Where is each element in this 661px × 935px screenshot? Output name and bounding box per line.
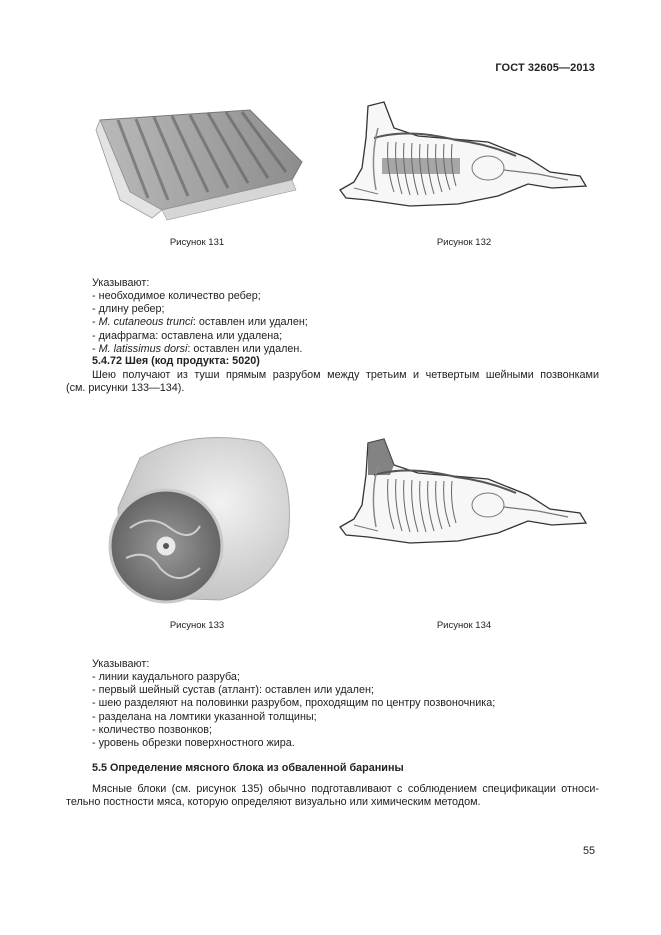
figure-134-caption: Рисунок 134	[436, 620, 492, 631]
list-item: - M. cutaneous trunci: оставлен или удален;	[92, 316, 308, 329]
figure-131-image	[92, 100, 312, 225]
figure-133-caption: Рисунок 133	[169, 620, 225, 631]
list-item: - разделана на ломтики указанной толщины;	[92, 711, 495, 724]
block1-list	[92, 290, 308, 356]
section-5-5-text: Мясные блоки (см. рисунок 135) обычно подготавливают с соблюдением спецификации относи- тельно постности мяса, которую определяют визуально или химическим методом.	[66, 783, 599, 809]
figure-133-image	[100, 428, 296, 608]
list-item: - M. latissimus dorsi: оставлен или удален.	[92, 343, 308, 356]
list-item: - уровень обрезки поверхностного жира.	[92, 737, 495, 750]
list-item: - необходимое количество ребер;	[92, 290, 308, 303]
block2-list	[92, 671, 495, 750]
list-item: - первый шейный сустав (атлант): оставлен или удален;	[92, 684, 495, 697]
standard-code: ГОСТ 32605—2013	[495, 62, 595, 74]
figure-132-image	[338, 98, 593, 216]
section-5-4-72-text: Шею получают из туши прямым разрубом между третьим и четвертым шейными позвонками (см. рисунки 133—134).	[66, 369, 599, 395]
list-item: - длину ребер;	[92, 303, 308, 316]
list-item: - линии каудального разруба;	[92, 671, 495, 684]
figure-131-caption: Рисунок 131	[169, 237, 225, 248]
page-number: 55	[582, 845, 595, 857]
block2-intro: Указывают:	[92, 658, 150, 670]
list-item: - количество позвонков;	[92, 724, 495, 737]
figure-132-caption: Рисунок 132	[436, 237, 492, 248]
section-heading-5-5: 5.5 Определение мясного блока из обваленной баранины	[92, 762, 404, 774]
section-heading-5-4-72: 5.4.72 Шея (код продукта: 5020)	[92, 355, 260, 367]
list-item: - шею разделяют на половинки разрубом, проходящим по центру позвоночника;	[92, 697, 495, 710]
list-item: - диафрагма: оставлена или удалена;	[92, 330, 308, 343]
figure-134-image	[338, 435, 593, 553]
block1-intro: Указывают:	[92, 277, 150, 289]
